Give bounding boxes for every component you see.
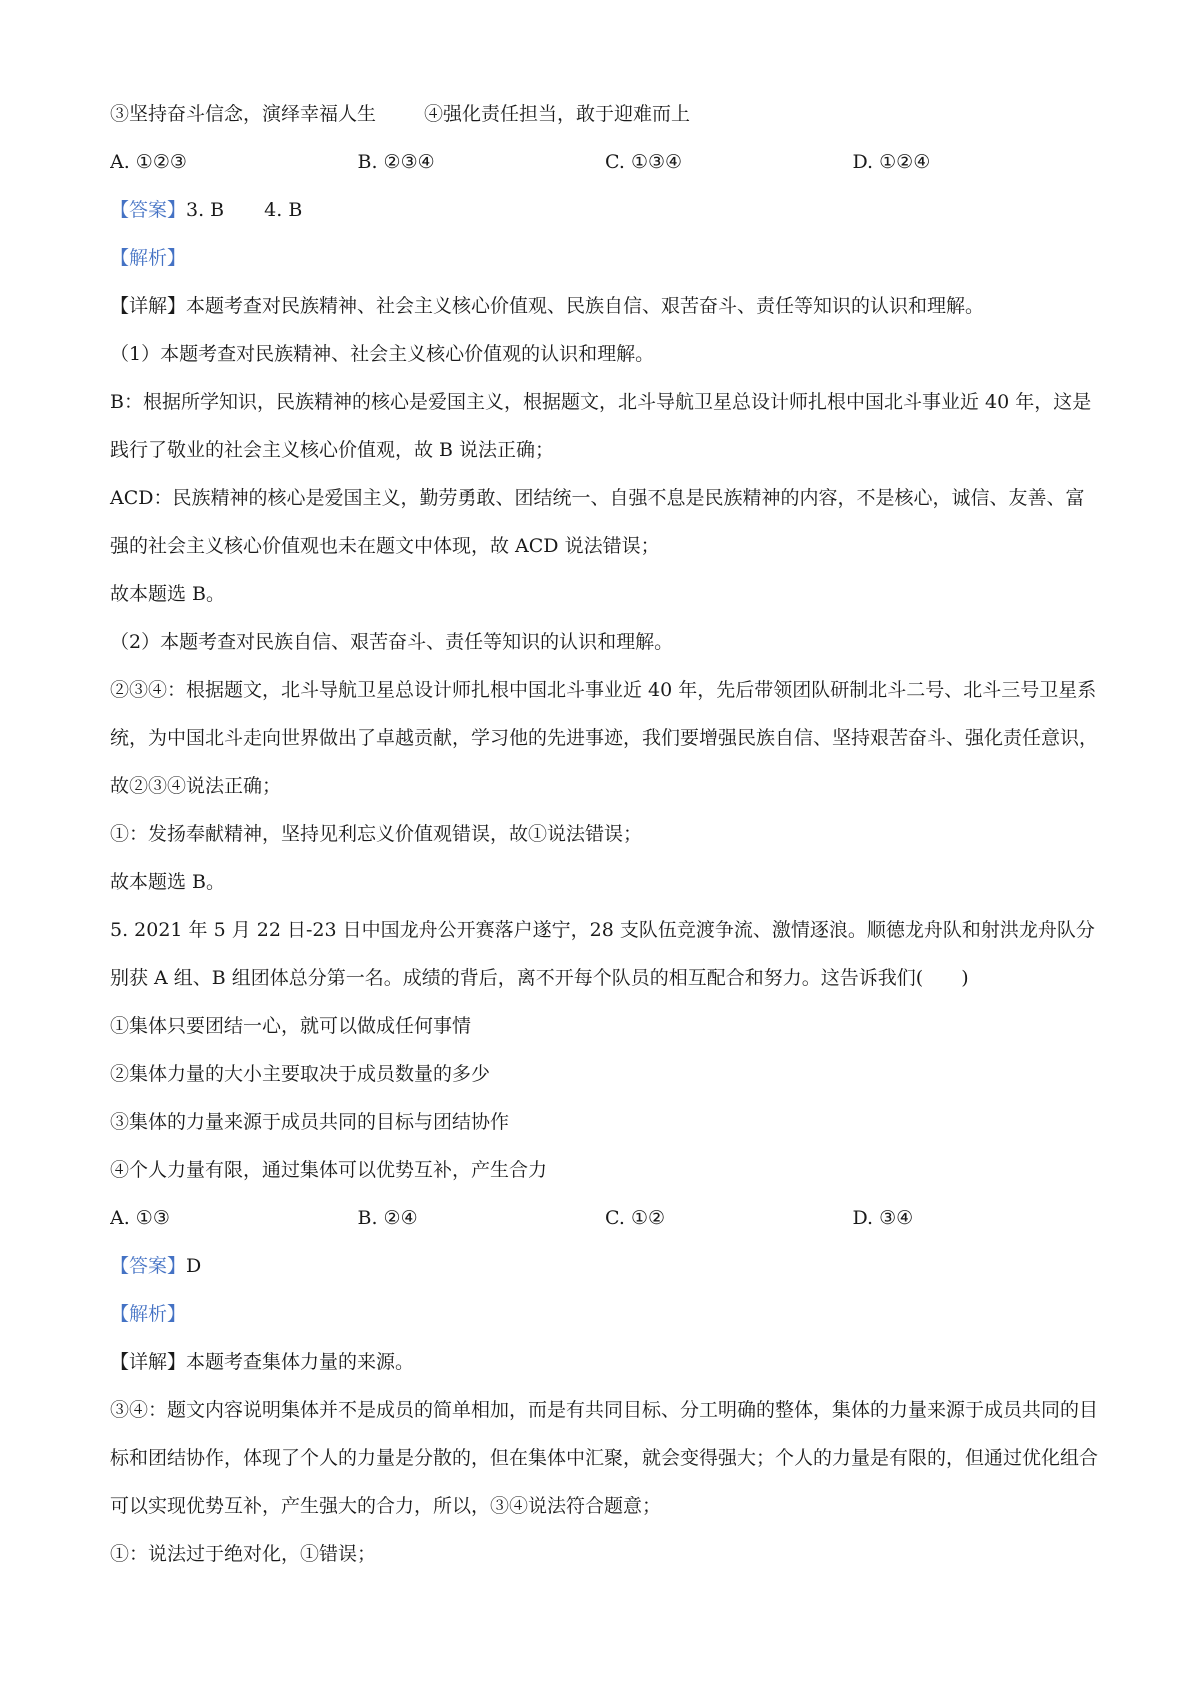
analysis-tag-2: 【解析】 <box>110 1303 187 1325</box>
q5-34-explanation: ③④：题文内容说明集体并不是成员的简单相加，而是有共同目标、分工明确的整体，集体的力量来源于成员共同的目标和团结协作，体现了个人的力量是分散的，但在集体中汇聚，就会变得强大；个人的力量是有限的，但通过优化组合可以实现优势互补，产生强大的合力，所以，③④说法符合题意； <box>110 1399 1099 1517</box>
sub1-intro: （1）本题考查对民族精神、社会主义核心价值观的认识和理解。 <box>110 343 655 365</box>
q4-choice-d: D. ①②④ <box>852 151 931 173</box>
q4-options-line <box>110 90 1100 138</box>
q5-1-explanation: ①：说法过于绝对化，①错误； <box>110 1543 377 1565</box>
q5-item-1: ①集体只要团结一心，就可以做成任何事情 <box>110 1015 472 1037</box>
q5-choice-c: C. ①② <box>605 1207 666 1229</box>
answer-3: 3. B <box>186 199 225 221</box>
q5-choices <box>110 1194 1100 1242</box>
q5-stem: 5. 2021 年 5 月 22 日-23 日中国龙舟公开赛落户遂宁，28 支队伍竞渡争流、激情逐浪。顺德龙舟队和射洪龙舟队分别获 A 组、B 组团体总分第一名。成绩的背后，离不开每个队员的相互配合和努力。这告诉我们( ) <box>110 919 1095 989</box>
detail-tag: 【详解】 <box>110 295 187 317</box>
q5-item-4: ④个人力量有限，通过集体可以优势互补，产生合力 <box>110 1159 548 1181</box>
q5-item-2: ②集体力量的大小主要取决于成员数量的多少 <box>110 1063 491 1085</box>
detail-text: 本题考查对民族精神、社会主义核心价值观、民族自信、艰苦奋斗、责任等知识的认识和理解。 <box>186 295 985 317</box>
answer-line-1 <box>110 186 1100 234</box>
q5-choice-a: A. ①③ <box>110 1207 170 1229</box>
sub1-b-explanation: B：根据所学知识，民族精神的核心是爱国主义，根据题文，北斗导航卫星总设计师扎根中国北斗事业近 40 年，这是践行了敬业的社会主义核心价值观，故 B 说法正确； <box>110 391 1092 461</box>
q5-choice-b: B. ②④ <box>357 1207 418 1229</box>
detail-line-2 <box>110 1338 1100 1386</box>
sub1-acd-explanation: ACD：民族精神的核心是爱国主义，勤劳勇敢、团结统一、自强不息是民族精神的内容，不是核心，诚信、友善、富强的社会主义核心价值观也未在题文中体现，故 ACD 说法错误； <box>110 487 1085 557</box>
q4-choice-a: A. ①②③ <box>110 151 187 173</box>
q4-choice-b: B. ②③④ <box>357 151 435 173</box>
answer-tag: 【答案】 <box>110 199 187 221</box>
detail-line-1 <box>110 282 1100 330</box>
sub2-234-explanation: ②③④：根据题文，北斗导航卫星总设计师扎根中国北斗事业近 40 年，先后带领团队研制北斗二号、北斗三号卫星系统，为中国北斗走向世界做出了卓越贡献，学习他的先进事迹，我们要增强民族自信、坚持艰苦奋斗、强化责任意识，故②③④说法正确； <box>110 679 1099 797</box>
answer-5: D <box>186 1255 202 1277</box>
answer-tag-2: 【答案】 <box>110 1255 187 1277</box>
sub2-conclusion: 故本题选 B。 <box>110 871 226 893</box>
analysis-tag-1: 【解析】 <box>110 247 187 269</box>
answer-line-2 <box>110 1242 1100 1290</box>
detail-text-2: 本题考查集体力量的来源。 <box>186 1351 415 1373</box>
q5-item-3: ③集体的力量来源于成员共同的目标与团结协作 <box>110 1111 510 1133</box>
q4-option-3: ③坚持奋斗信念，演绎幸福人生 <box>110 103 377 125</box>
document-page <box>110 90 1100 1578</box>
q4-choice-c: C. ①③④ <box>605 151 683 173</box>
answer-4: 4. B <box>264 199 303 221</box>
q5-choice-d: D. ③④ <box>852 1207 914 1229</box>
detail-tag-2: 【详解】 <box>110 1351 187 1373</box>
q4-choices <box>110 138 1100 186</box>
sub1-conclusion: 故本题选 B。 <box>110 583 226 605</box>
sub2-1-explanation: ①：发扬奉献精神，坚持见利忘义价值观错误，故①说法错误； <box>110 823 643 845</box>
sub2-intro: （2）本题考查对民族自信、艰苦奋斗、责任等知识的认识和理解。 <box>110 631 674 653</box>
q4-option-4: ④强化责任担当，敢于迎难而上 <box>424 103 691 125</box>
